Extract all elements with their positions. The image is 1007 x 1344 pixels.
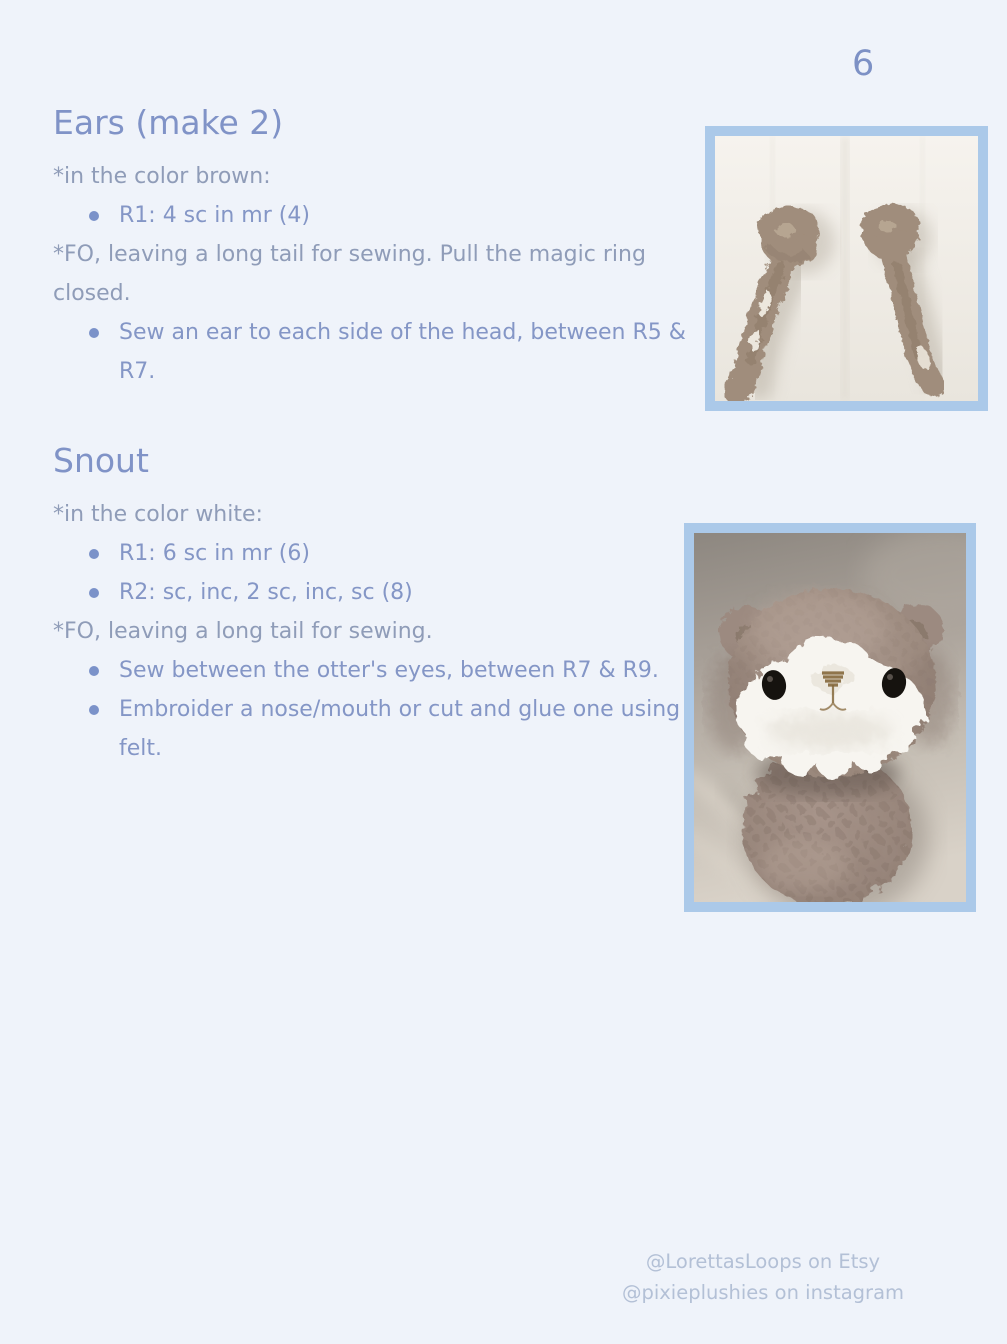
ears-section-title: Ears (make 2) bbox=[53, 103, 284, 142]
list-item-text: Sew an ear to each side of the head, between R5 & R7. bbox=[119, 320, 686, 384]
section-ears bbox=[53, 103, 713, 391]
otter-photo bbox=[684, 523, 976, 912]
bullet-dot-icon bbox=[89, 211, 99, 221]
list-item-text: Sew between the otter's eyes, between R7 & R9. bbox=[119, 658, 659, 683]
ears-assembly-list bbox=[53, 313, 713, 391]
list-item-text: R2: sc, inc, 2 sc, inc, sc (8) bbox=[119, 580, 413, 605]
etsy-credit: @LorettasLoops on Etsy bbox=[645, 1250, 881, 1273]
page-number: 6 bbox=[852, 44, 875, 84]
bullet-dot-icon bbox=[89, 705, 99, 715]
list-item bbox=[53, 651, 713, 690]
list-item-text: R1: 4 sc in mr (4) bbox=[119, 203, 310, 228]
list-item-text: Embroider a nose/mouth or cut and glue one using felt. bbox=[119, 697, 681, 761]
list-item-text: R1: 6 sc in mr (6) bbox=[119, 541, 310, 566]
section-snout bbox=[53, 441, 713, 768]
footer-credits bbox=[563, 1246, 963, 1308]
snout-intro-note: *in the color white: bbox=[53, 502, 263, 527]
snout-bullet-list bbox=[53, 534, 713, 612]
ears-intro-note: *in the color brown: bbox=[53, 164, 271, 189]
instagram-credit: @pixieplushies on instagram bbox=[621, 1281, 905, 1304]
bullet-dot-icon bbox=[89, 588, 99, 598]
ears-fo-note: *FO, leaving a long tail for sewing. Pull the magic ring closed. bbox=[53, 242, 646, 306]
bullet-dot-icon bbox=[89, 666, 99, 676]
ears-photo-illustration bbox=[715, 136, 978, 401]
list-item bbox=[53, 690, 713, 768]
snout-section-title: Snout bbox=[53, 441, 149, 480]
list-item bbox=[53, 573, 713, 612]
ears-photo bbox=[705, 126, 988, 411]
snout-fo-note: *FO, leaving a long tail for sewing. bbox=[53, 619, 433, 644]
bullet-dot-icon bbox=[89, 549, 99, 559]
ears-bullet-list bbox=[53, 196, 713, 235]
list-item bbox=[53, 313, 713, 391]
list-item bbox=[53, 534, 713, 573]
snout-assembly-list bbox=[53, 651, 713, 768]
bullet-dot-icon bbox=[89, 328, 99, 338]
list-item bbox=[53, 196, 713, 235]
instructions-column bbox=[53, 103, 713, 768]
otter-photo-illustration bbox=[694, 533, 966, 902]
